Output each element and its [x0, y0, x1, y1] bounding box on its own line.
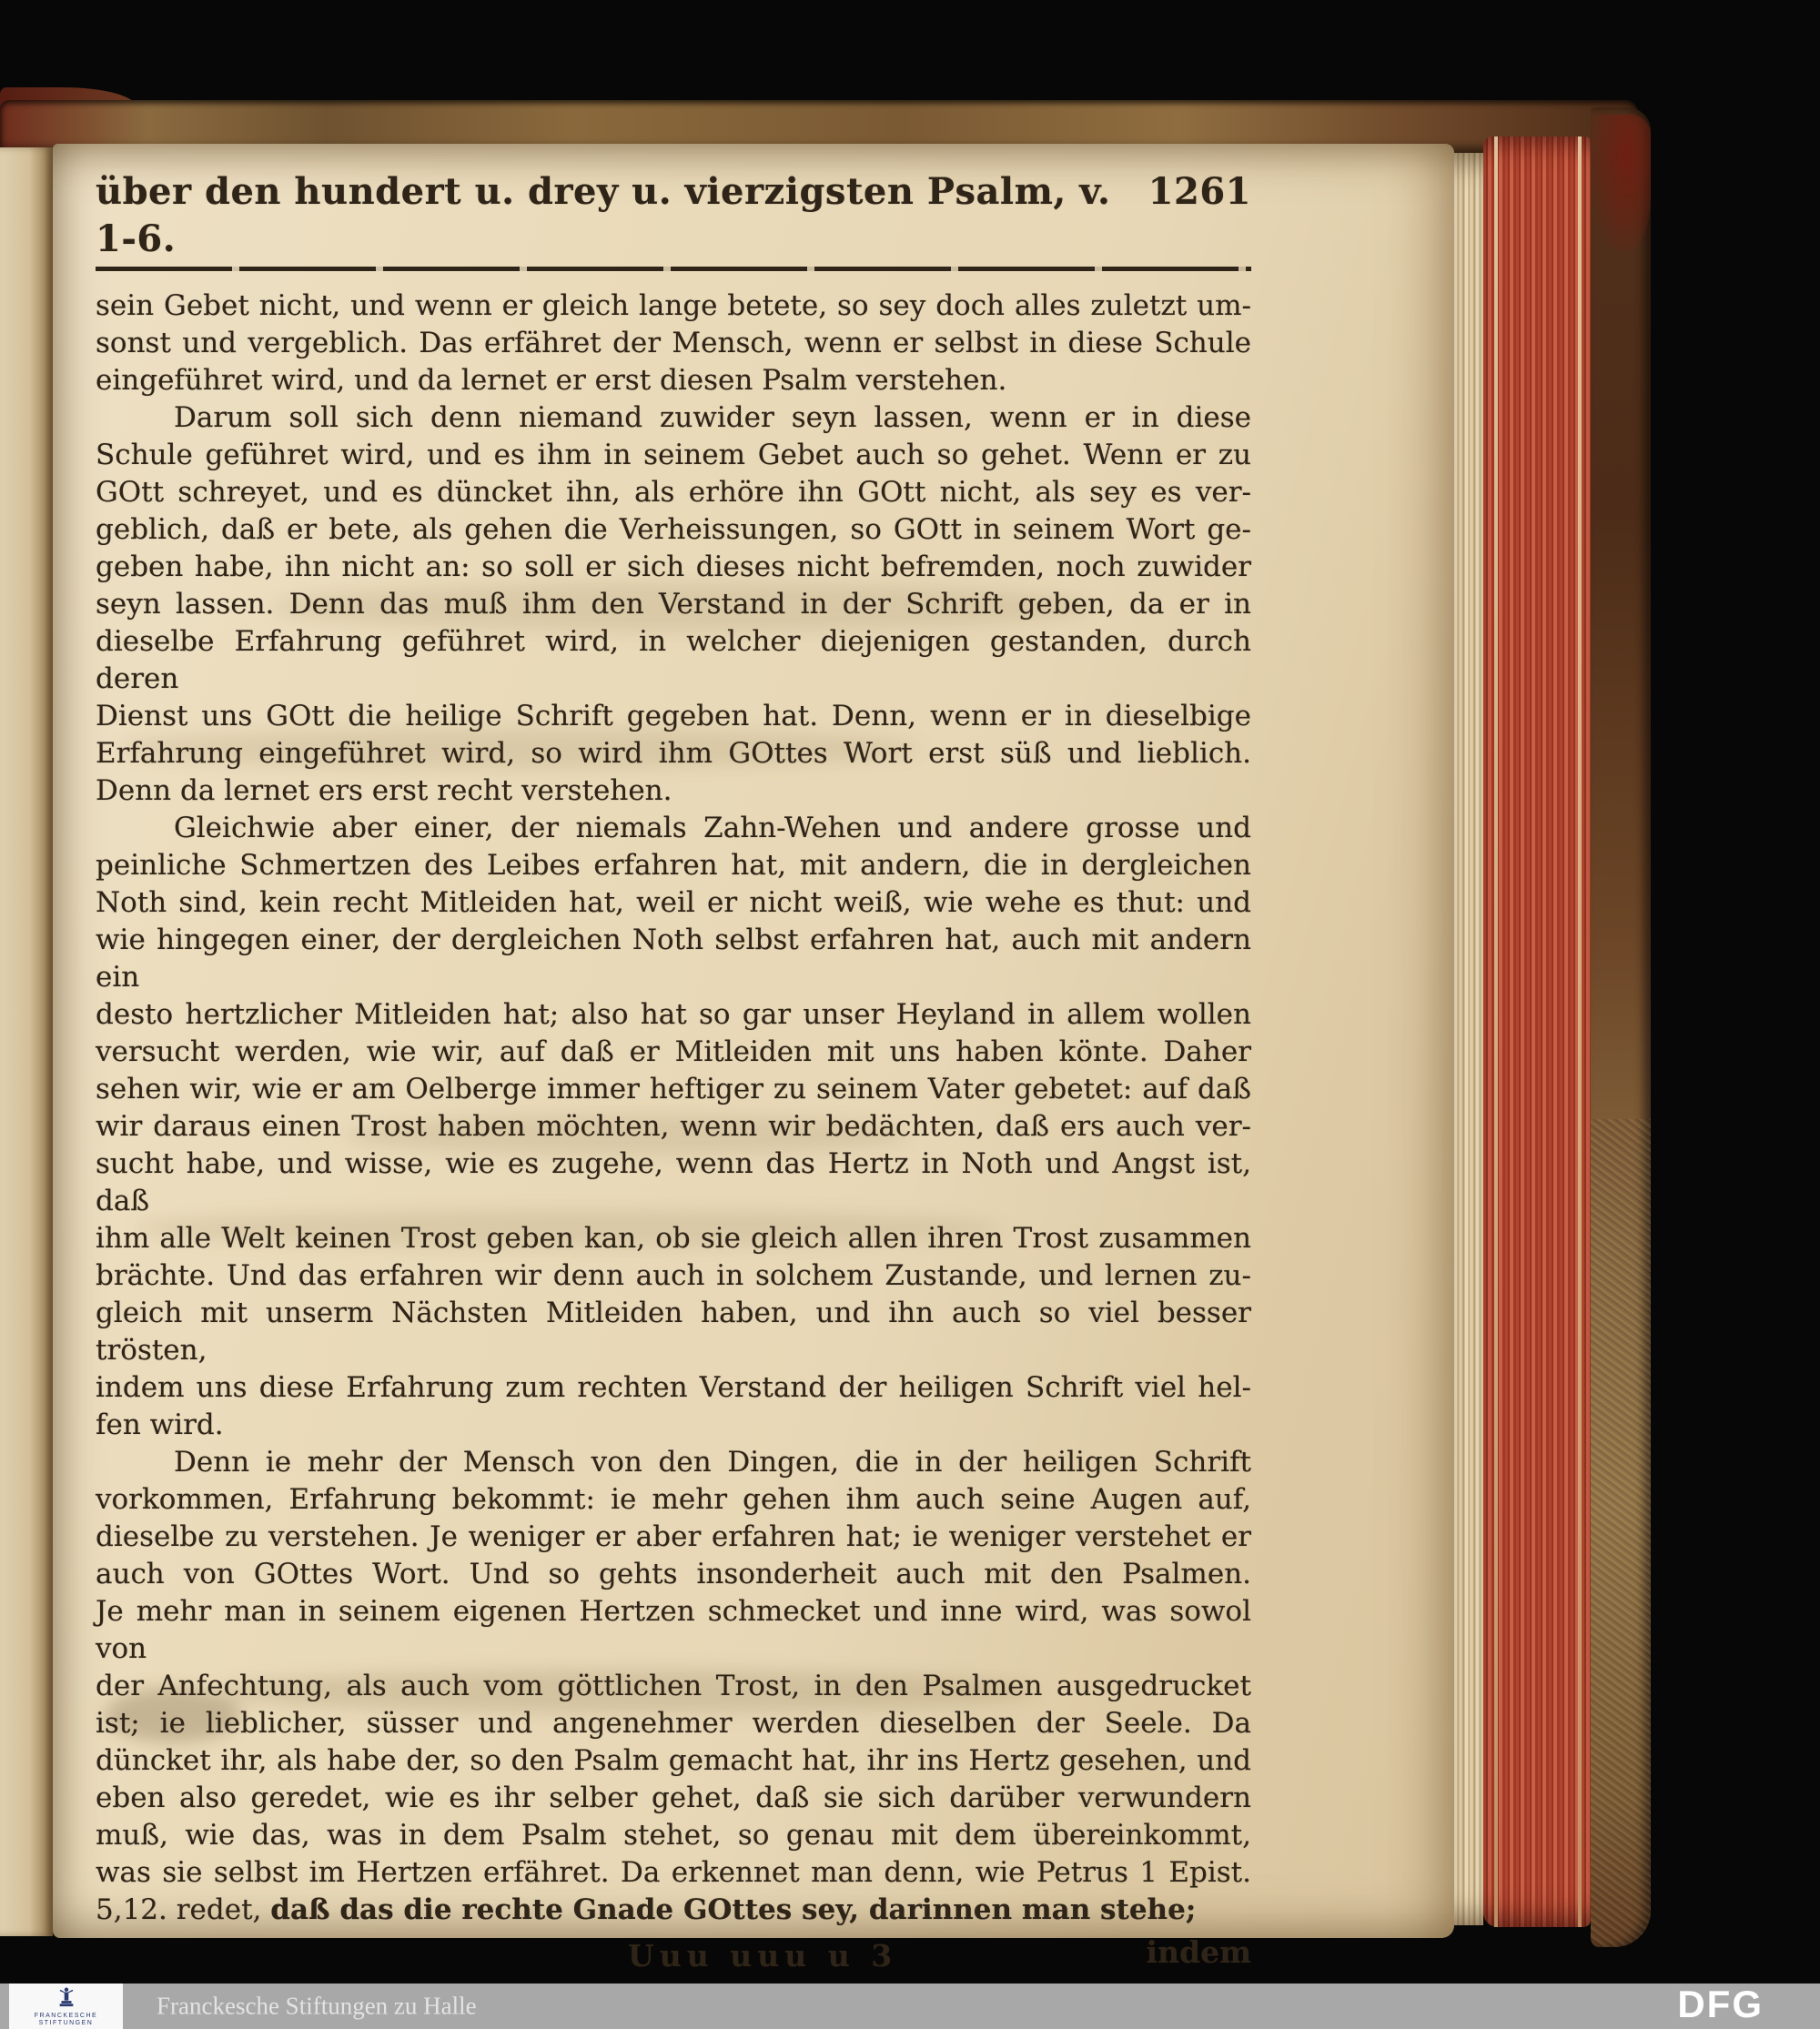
text-line: sein Gebet nicht, und wenn er gleich lange betete, so sey doch alles zuletzt um- — [96, 289, 1251, 322]
text-line: brächte. Und das erfahren wir denn auch in solchem Zustande, und lernen zu- — [96, 1259, 1251, 1292]
text-line: Gleichwie aber einer, der niemals Zahn-Wehen und andere grosse und — [174, 812, 1251, 844]
text-line: geblich, daß er bete, als gehen die Verheissungen, so GOtt in seinem Wort ge- — [96, 513, 1251, 546]
text-line: sonst und vergeblich. Das erfähret der Mensch, wenn er selbst in diese Schule — [96, 327, 1251, 359]
text-line: Je mehr man in seinem eigenen Hertzen schmecket und inne wird, was sowol von — [96, 1595, 1251, 1665]
header-rule — [96, 267, 1251, 271]
text-line — [96, 1892, 1251, 1929]
leather-speckle — [1591, 1119, 1651, 1947]
fore-edge-separator — [1494, 136, 1498, 1927]
text-line: dieselbe zu verstehen. Je weniger er aber erfahren hat; ie weniger verstehet er — [96, 1520, 1251, 1553]
signature-mark: Uuu uuu u 3 — [628, 1938, 898, 1973]
book-gutter-pages — [0, 147, 53, 1936]
text-line: vorkommen, Erfahrung bekommt: ie mehr gehen ihm auch seine Augen auf, — [96, 1483, 1251, 1516]
text-line: Denn da lernet ers erst recht verstehen. — [96, 774, 672, 807]
signature-row — [96, 1934, 1251, 1978]
text-line: versucht werden, wie wir, auf daß er Mitleiden mit uns haben könte. Daher — [96, 1035, 1251, 1068]
text-line: muß, wie das, was in dem Psalm stehet, so genau mit dem übereinkommt, — [96, 1819, 1251, 1852]
text-line: Darum soll sich denn niemand zuwider seyn lassen, wenn er in diese — [174, 401, 1251, 434]
leather-patch — [1591, 115, 1651, 251]
catchword: indem — [1146, 1934, 1251, 1970]
emphasized-text: daß das die rechte Gnade GOttes sey, darinnen man stehe; — [270, 1893, 1197, 1926]
text-line: desto hertzlicher Mitleiden hat; also hat so gar unser Heyland in allem wollen — [96, 998, 1251, 1031]
text-line: fen wird. — [96, 1408, 224, 1441]
page-edge-lines — [1454, 153, 1483, 1925]
text-line: seyn lassen. Denn das muß ihm den Verstand in der Schrift geben, da er in — [96, 588, 1251, 621]
institution-label: Franckesche Stiftungen zu Halle — [157, 1992, 477, 2020]
text-line: ist; ie lieblicher, süsser und angenehmer werden dieselben der Seele. Da — [96, 1707, 1251, 1740]
text-line: Noth sind, kein recht Mitleiden hat, weil er nicht weiß, wie wehe es thut: und — [96, 886, 1251, 919]
text-segment: 5,12. redet, — [96, 1893, 271, 1926]
book-cover-leather — [1591, 107, 1651, 1947]
text-line: sucht habe, und wisse, wie es zugehe, wenn das Hertz in Noth und Angst ist, daß — [96, 1147, 1251, 1217]
text-line: sehen wir, wie er am Oelberge immer heftiger zu seinem Vater gebetet: auf daß — [96, 1073, 1251, 1105]
text-line: gleich mit unserm Nächsten Mitleiden haben, und ihn auch so viel besser trösten, — [96, 1297, 1251, 1367]
text-line: düncket ihr, als habe der, so den Psalm gemacht hat, ihr ins Hertz gesehen, und — [96, 1744, 1251, 1777]
text-line: wir daraus einen Trost haben möchten, wenn wir bedächten, daß ers auch ver- — [96, 1110, 1251, 1143]
running-header — [96, 168, 1251, 263]
franckesche-logo-icon — [56, 1986, 76, 2012]
text-line: dieselbe Erfahrung geführet wird, in welcher diejenigen gestanden, durch deren — [96, 625, 1251, 695]
text-line: Dienst uns GOtt die heilige Schrift gegeben hat. Denn, wenn er in dieselbige — [96, 700, 1251, 732]
text-line: auch von GOttes Wort. Und so gehts insonderheit auch mit den Psalmen. — [96, 1558, 1251, 1590]
logo-caption-line1: FRANCKESCHE — [34, 2012, 98, 2019]
text-line: ihm alle Welt keinen Trost geben kan, ob sie gleich allen ihren Trost zusammen — [96, 1222, 1251, 1255]
text-line: eben also geredet, wie es ihr selber gehet, daß sie sich darüber verwundern — [96, 1782, 1251, 1814]
text-line: Schule geführet wird, und es ihm in seinem Gebet auch so gehet. Wenn er zu — [96, 439, 1251, 471]
dfg-logo: DFG — [1677, 1983, 1764, 2026]
text-line: eingeführet wird, und da lernet er erst diesen Psalm verstehen. — [96, 364, 1007, 397]
logo-caption-line2: STIFTUNGEN — [38, 2019, 94, 2026]
text-line: wie hingegen einer, der dergleichen Noth selbst erfahren hat, auch mit andern ein — [96, 924, 1251, 994]
footer-bar — [0, 1984, 1820, 2029]
text-line: geben habe, ihn nicht an: so soll er sich dieses nicht befremden, noch zuwider — [96, 550, 1251, 583]
fore-edge-separator — [1578, 136, 1582, 1927]
logo-caption — [35, 2013, 97, 2027]
printed-text-area — [96, 168, 1251, 1978]
book-fore-edge — [1483, 136, 1591, 1927]
text-line: GOtt schreyet, und es düncket ihn, als erhöre ihn GOtt nicht, als sey es ver- — [96, 476, 1251, 509]
franckesche-logo-box — [9, 1984, 123, 2029]
header-title: über den hundert u. drey u. vierzigsten Psalm, v. 1-6. — [96, 170, 1111, 260]
text-line: der Anfechtung, als auch vom göttlichen Trost, in den Psalmen ausgedrucket — [96, 1670, 1251, 1702]
text-line: Erfahrung eingeführet wird, so wird ihm GOttes Wort erst süß und lieblich. — [96, 737, 1251, 770]
body-text — [96, 288, 1251, 1929]
page-number: 1261 — [1148, 170, 1251, 213]
text-line: Denn ie mehr der Mensch von den Dingen, die in der heiligen Schrift — [174, 1446, 1251, 1479]
text-line: indem uns diese Erfahrung zum rechten Verstand der heiligen Schrift viel hel- — [96, 1371, 1251, 1404]
text-line: was sie selbst im Hertzen erfähret. Da erkennet man denn, wie Petrus 1 Epist. — [96, 1856, 1251, 1889]
text-line: peinliche Schmertzen des Leibes erfahren hat, mit andern, die in dergleichen — [96, 849, 1251, 882]
